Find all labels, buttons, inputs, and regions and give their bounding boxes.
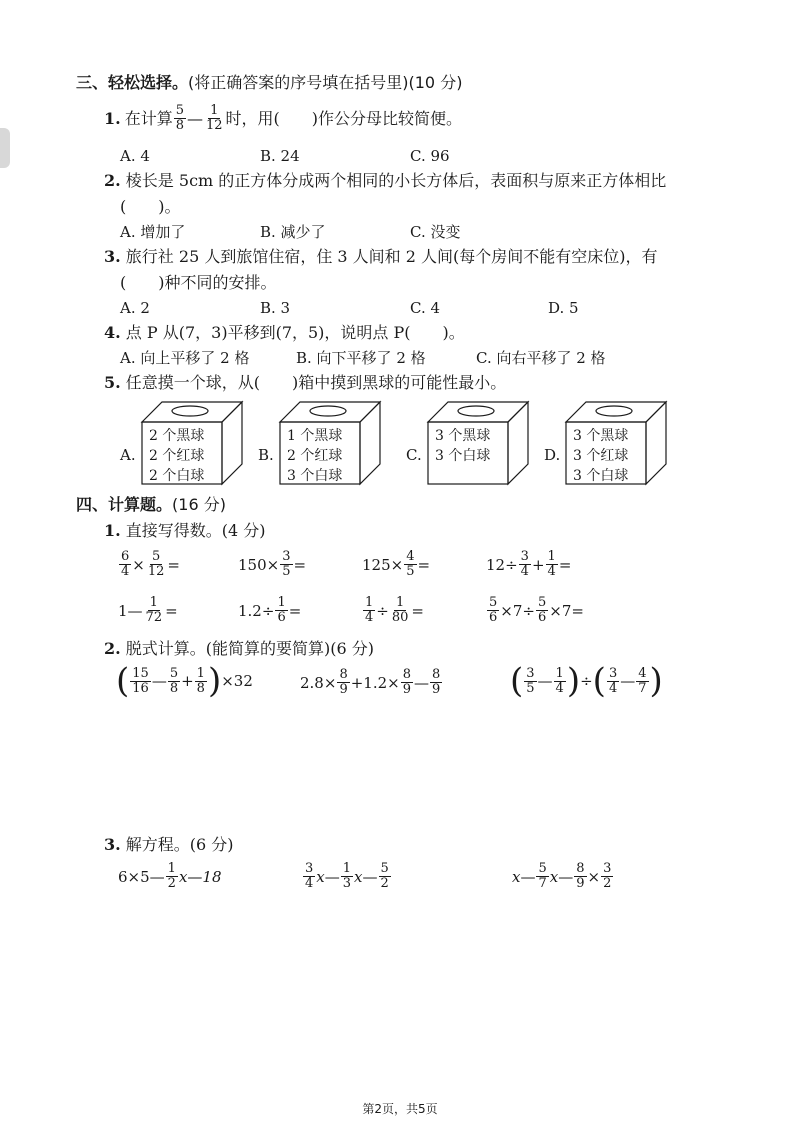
direct-calc-3: 125 × $\frac{4}{5}$ = <box>362 549 431 579</box>
box-a-contents: 2 个黑球 2 个红球 2 个白球 <box>149 428 205 484</box>
section3-title: 三、轻松选择。 <box>76 73 189 92</box>
direct-calc-2: 150 × $\frac{3}{5}$ = <box>238 549 307 579</box>
q1-fraction-1: 5 8 <box>175 103 184 133</box>
box-c-contents: 3 个黑球 3 个白球 <box>435 428 491 464</box>
part-2-heading: 2. 脱式计算。(能简算的要简算)(6 分) <box>104 639 375 658</box>
q3-option-c[interactable]: C. 4 <box>410 299 441 317</box>
direct-calc-4: 12 ÷ $\frac{3}{4}$ + $\frac{1}{4}$ = <box>486 549 572 579</box>
box-b-contents: 1 个黑球 2 个红球 3 个白球 <box>287 428 343 484</box>
stepwise-calc-1: ( 15 16 — 5 8 + $\frac{1}{8}$ ) × 32 <box>116 661 253 701</box>
q2-option-c[interactable]: C. 没变 <box>410 223 461 241</box>
ball-boxes-figure <box>0 0 800 500</box>
part-1-heading: 1. 直接写得数。(4 分) <box>104 521 266 540</box>
direct-calc-5: 1 — $\frac{1}{72}$ = <box>118 595 178 625</box>
q3-option-d[interactable]: D. 5 <box>548 299 579 317</box>
q3-option-b[interactable]: B. 3 <box>260 299 291 317</box>
q1-number: 1. <box>104 108 121 128</box>
part-3-heading: 3. 解方程。(6 分) <box>104 835 234 854</box>
box-a-label[interactable]: A. <box>120 446 136 464</box>
box-d-contents: 3 个黑球 3 个红球 3 个白球 <box>573 428 629 484</box>
q1-option-c[interactable]: C. 96 <box>410 147 450 165</box>
page-footer: 第2页，共5页 <box>362 1102 438 1116</box>
box-b-label[interactable]: B. <box>258 446 274 464</box>
q3-number: 3. <box>104 247 121 266</box>
q2-number: 2. <box>104 171 121 190</box>
q2-text-1: 棱长是 5cm 的正方体分成两个相同的小长方体后，表面积与原来正方体相比 <box>125 171 667 190</box>
q4-option-c[interactable]: C. 向右平移了 2 格 <box>476 349 606 367</box>
section4-note: (16 分) <box>172 495 226 514</box>
q4-option-b[interactable]: B. 向下平移了 2 格 <box>296 349 426 367</box>
direct-calc-1: $\frac{6}{4}$ × $\frac{5}{12}$ = <box>121 549 180 579</box>
direct-calc-8: $\frac{5}{6}$ × 7 ÷ $\frac{5}{6}$ × 7 = <box>489 595 584 625</box>
q4-text: 点 P 从(7，3)平移到(7，5)，说明点 P( )。 <box>125 323 465 342</box>
q2-option-b[interactable]: B. 减少了 <box>260 223 326 241</box>
q5-text: 任意摸一个球，从( )箱中摸到黑球的可能性最小。 <box>125 373 507 392</box>
q5-number: 5. <box>104 373 121 392</box>
stepwise-calc-3: ( 3 5 — 1 4 ) ÷ ( 3 4 — 4 7 ) <box>510 661 663 701</box>
q4-number: 4. <box>104 323 121 342</box>
direct-calc-7: $\frac{1}{4}$ ÷ $\frac{1}{80}$ = <box>365 595 424 625</box>
q4-option-a[interactable]: A. 向上平移了 2 格 <box>120 349 250 367</box>
q1-option-a[interactable]: A. 4 <box>120 147 150 165</box>
q1-minus: — <box>187 108 203 128</box>
section3-note: (将正确答案的序号填在括号里)(10 分) <box>188 73 463 92</box>
section4-heading <box>76 494 226 516</box>
equation-1: 6×5— 1 2 x—18 <box>118 861 222 891</box>
q1-text-post: 时，用( )作公分母比较简便。 <box>225 108 463 128</box>
q2-option-a[interactable]: A. 增加了 <box>120 223 186 241</box>
box-c-label[interactable]: C. <box>406 446 422 464</box>
q1-fraction-2: 1 12 <box>206 103 223 133</box>
box-d-label[interactable]: D. <box>544 446 561 464</box>
q2-text-2: ( )。 <box>120 197 181 216</box>
stepwise-calc-2: 2.8 × $\frac{8}{9}$ + 1.2 × $\frac{8}{9}$ — 8 9 <box>300 667 441 697</box>
section4-title: 四、计算题。 <box>76 495 173 514</box>
q3-text-2: ( )种不同的安排。 <box>120 273 277 292</box>
direct-calc-6: 1.2 ÷ $\frac{1}{6}$ = <box>238 595 302 625</box>
q3-text-1: 旅行社 25 人到旅馆住宿，住 3 人间和 2 人间(每个房间不能有空床位)，有 <box>125 247 658 266</box>
q1-text-pre: 在计算 <box>124 108 173 128</box>
equation-3: x — 5 7 x — $\frac{8}{9}$ × $\frac{3}{2}$ <box>512 861 612 891</box>
equation-2: 3 4 x — 1 3 x — 5 2 <box>305 861 389 891</box>
q1-option-b[interactable]: B. 24 <box>260 147 300 165</box>
q3-option-a[interactable]: A. 2 <box>120 299 150 317</box>
